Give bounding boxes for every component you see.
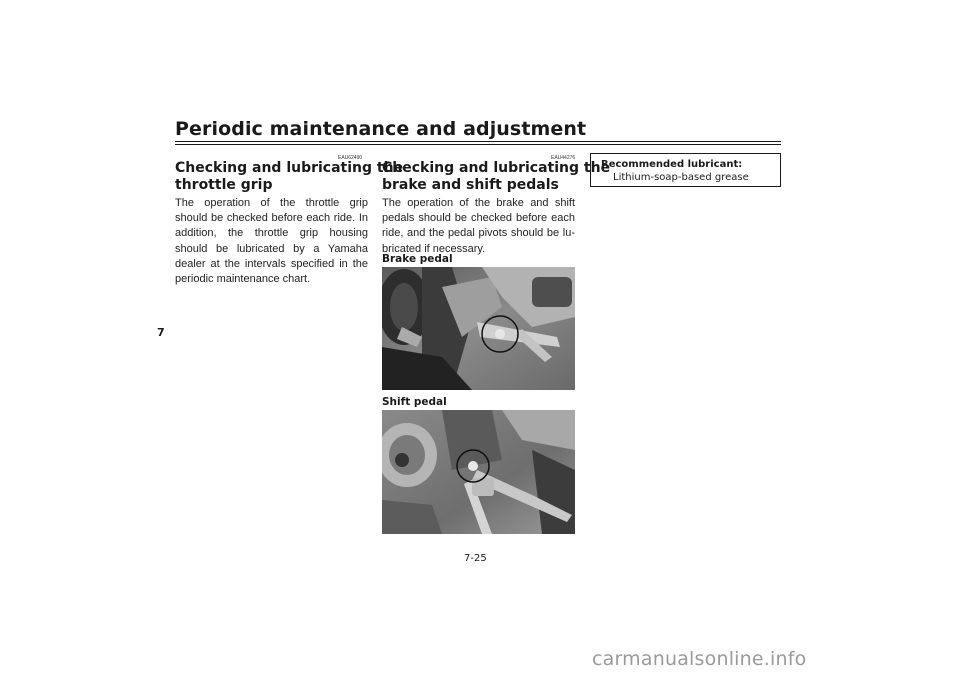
recommended-lubricant-box	[590, 153, 781, 187]
body-line: dealer at the intervals specified in the	[175, 257, 368, 270]
section-code-pedals: EAU44276	[551, 155, 576, 161]
heading-pedals-line1: Checking and lubricating the	[382, 160, 611, 176]
pedals-body	[382, 196, 575, 257]
chapter-number: 7	[157, 326, 165, 339]
shift-pedal-label: Shift pedal	[382, 396, 447, 408]
shift-pedal-photo	[382, 410, 575, 534]
throttle-body	[175, 196, 368, 287]
body-line: addition, the throttle grip housing	[175, 227, 368, 240]
section-code-throttle: EAU62490	[338, 155, 363, 161]
lubricant-value: Lithium-soap-based grease	[613, 172, 749, 183]
heading-pedals-line2: brake and shift pedals	[382, 177, 559, 193]
title-rule	[175, 141, 781, 142]
title-rule-secondary	[175, 144, 781, 145]
shift-pedal-illustration	[382, 410, 575, 534]
body-line: bricated if necessary.	[382, 242, 486, 255]
body-line: ride, and the pedal pivots should be lu-	[382, 227, 575, 240]
watermark: carmanualsonline.info	[592, 648, 807, 670]
body-line: pedals should be checked before each	[382, 212, 575, 225]
page-title: Periodic maintenance and adjustment	[175, 118, 587, 140]
body-line: The operation of the throttle grip	[175, 197, 368, 209]
body-line: The operation of the brake and shift	[382, 197, 575, 209]
heading-throttle-line2: throttle grip	[175, 177, 273, 193]
body-line: should be lubricated by a Yamaha	[175, 242, 368, 255]
brake-pedal-photo	[382, 267, 575, 390]
body-line: periodic maintenance chart.	[175, 273, 311, 286]
heading-throttle-line1: Checking and lubricating the	[175, 160, 404, 176]
lubricant-title: Recommended lubricant:	[601, 159, 743, 170]
page-number: 7-25	[464, 553, 487, 564]
chapter-tab	[154, 258, 170, 408]
brake-pedal-illustration	[382, 267, 575, 390]
body-line: should be checked before each ride. In	[175, 212, 368, 225]
brake-pedal-label: Brake pedal	[382, 253, 453, 265]
